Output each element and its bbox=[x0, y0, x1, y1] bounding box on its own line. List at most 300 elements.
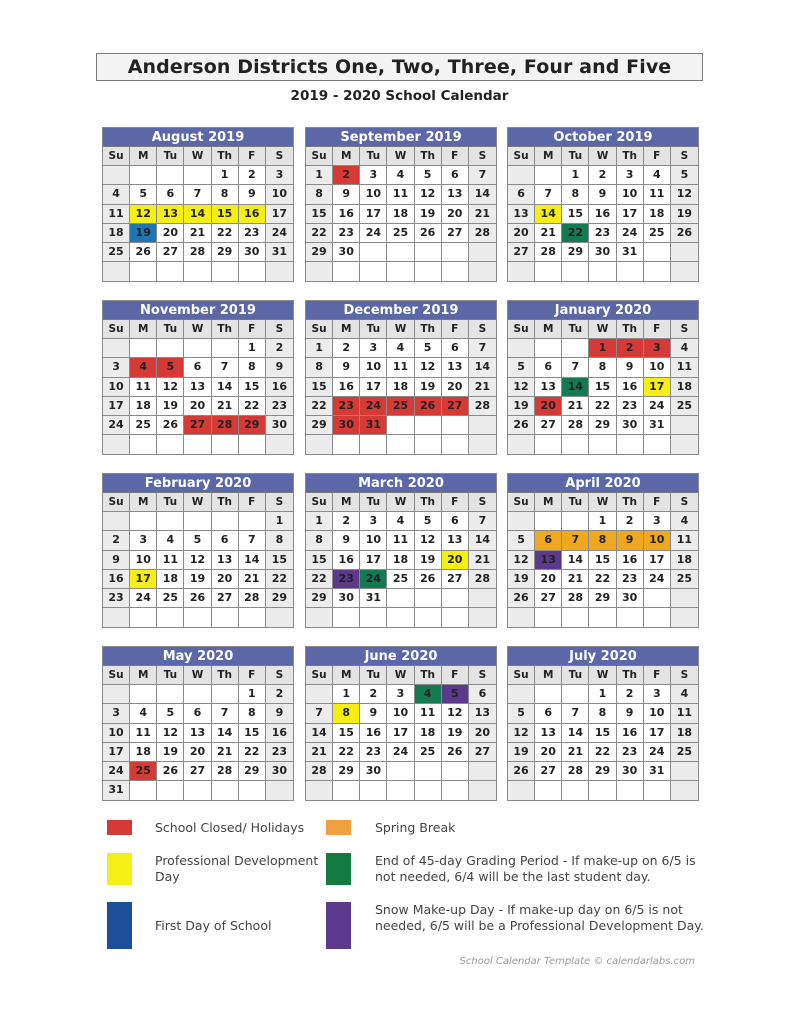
day-cell: 6 bbox=[535, 704, 562, 723]
day-cell: 29 bbox=[589, 762, 616, 781]
day-cell: 25 bbox=[130, 416, 157, 435]
day-cell: 14 bbox=[239, 551, 266, 570]
day-cell: 21 bbox=[212, 743, 239, 762]
weekday-header: S bbox=[469, 666, 496, 685]
empty-cell bbox=[617, 608, 644, 627]
day-cell: 13 bbox=[469, 704, 496, 723]
day-cell: 16 bbox=[617, 724, 644, 743]
empty-cell bbox=[184, 339, 211, 358]
day-cell: 5 bbox=[508, 358, 535, 377]
empty-cell bbox=[469, 589, 496, 608]
day-cell: 17 bbox=[644, 724, 671, 743]
empty-cell bbox=[266, 781, 293, 800]
day-cell: 18 bbox=[415, 724, 442, 743]
empty-cell bbox=[387, 243, 414, 262]
empty-cell bbox=[157, 166, 184, 185]
empty-cell bbox=[442, 589, 469, 608]
day-cell: 25 bbox=[644, 224, 671, 243]
day-cell: 18 bbox=[130, 397, 157, 416]
weekday-header: Su bbox=[103, 320, 130, 339]
day-cell: 12 bbox=[157, 378, 184, 397]
day-cell: 8 bbox=[266, 531, 293, 550]
empty-cell bbox=[535, 685, 562, 704]
day-cell: 25 bbox=[671, 570, 698, 589]
footer-credit: School Calendar Template © calendarlabs.com bbox=[459, 956, 695, 967]
day-cell: 26 bbox=[130, 243, 157, 262]
day-cell: 4 bbox=[671, 512, 698, 531]
empty-cell bbox=[442, 262, 469, 281]
day-cell-spring: 10 bbox=[644, 531, 671, 550]
empty-cell bbox=[442, 416, 469, 435]
legend-swatch-pd bbox=[107, 853, 132, 885]
day-cell-pd: 15 bbox=[212, 205, 239, 224]
day-cell: 10 bbox=[360, 185, 387, 204]
month-grid bbox=[508, 666, 698, 800]
day-cell: 24 bbox=[617, 224, 644, 243]
legend-label-closed: School Closed/ Holidays bbox=[155, 820, 305, 835]
day-cell: 26 bbox=[442, 743, 469, 762]
empty-cell bbox=[535, 512, 562, 531]
weekday-header: W bbox=[387, 147, 414, 166]
day-cell: 4 bbox=[671, 685, 698, 704]
day-cell: 2 bbox=[239, 166, 266, 185]
day-cell: 12 bbox=[508, 724, 535, 743]
day-cell: 12 bbox=[184, 551, 211, 570]
day-cell: 8 bbox=[562, 185, 589, 204]
day-cell: 27 bbox=[535, 589, 562, 608]
weekday-header: Th bbox=[617, 147, 644, 166]
empty-cell bbox=[589, 608, 616, 627]
day-cell: 16 bbox=[589, 205, 616, 224]
day-cell: 20 bbox=[469, 724, 496, 743]
empty-cell bbox=[589, 262, 616, 281]
day-cell: 6 bbox=[508, 185, 535, 204]
day-cell: 12 bbox=[442, 704, 469, 723]
empty-cell bbox=[103, 262, 130, 281]
day-cell: 15 bbox=[589, 378, 616, 397]
month-title: February 2020 bbox=[103, 474, 293, 493]
day-cell: 8 bbox=[239, 358, 266, 377]
day-cell: 29 bbox=[239, 762, 266, 781]
day-cell: 26 bbox=[184, 589, 211, 608]
day-cell: 3 bbox=[360, 512, 387, 531]
day-cell: 6 bbox=[469, 685, 496, 704]
empty-cell bbox=[212, 262, 239, 281]
empty-cell bbox=[130, 781, 157, 800]
day-cell: 6 bbox=[184, 358, 211, 377]
page-title: Anderson Districts One, Two, Three, Four and Five bbox=[96, 53, 703, 81]
day-cell: 22 bbox=[589, 570, 616, 589]
weekday-header: Tu bbox=[157, 320, 184, 339]
day-cell: 30 bbox=[617, 589, 644, 608]
day-cell-closed: 27 bbox=[442, 397, 469, 416]
empty-cell bbox=[387, 781, 414, 800]
day-cell: 1 bbox=[212, 166, 239, 185]
day-cell: 13 bbox=[442, 358, 469, 377]
empty-cell bbox=[212, 512, 239, 531]
day-cell-snow: 5 bbox=[442, 685, 469, 704]
weekday-header: Th bbox=[212, 666, 239, 685]
empty-cell bbox=[387, 608, 414, 627]
empty-cell bbox=[617, 435, 644, 454]
empty-cell bbox=[644, 608, 671, 627]
day-cell: 9 bbox=[333, 358, 360, 377]
day-cell: 19 bbox=[184, 570, 211, 589]
weekday-header: F bbox=[239, 320, 266, 339]
day-cell: 27 bbox=[535, 762, 562, 781]
day-cell: 17 bbox=[360, 551, 387, 570]
day-cell: 16 bbox=[266, 724, 293, 743]
day-cell: 15 bbox=[333, 724, 360, 743]
day-cell: 11 bbox=[130, 724, 157, 743]
empty-cell bbox=[306, 685, 333, 704]
day-cell: 17 bbox=[387, 724, 414, 743]
month-grid bbox=[306, 493, 496, 627]
day-cell: 29 bbox=[306, 589, 333, 608]
day-cell: 26 bbox=[508, 589, 535, 608]
day-cell: 30 bbox=[617, 762, 644, 781]
day-cell: 5 bbox=[130, 185, 157, 204]
day-cell-closed: 30 bbox=[333, 416, 360, 435]
day-cell: 11 bbox=[671, 358, 698, 377]
day-cell: 8 bbox=[239, 704, 266, 723]
day-cell: 5 bbox=[415, 166, 442, 185]
day-cell: 16 bbox=[617, 551, 644, 570]
day-cell: 4 bbox=[644, 166, 671, 185]
day-cell: 24 bbox=[103, 416, 130, 435]
day-cell: 7 bbox=[469, 339, 496, 358]
empty-cell bbox=[415, 608, 442, 627]
weekday-header: Su bbox=[508, 666, 535, 685]
day-cell-pd: 8 bbox=[333, 704, 360, 723]
day-cell: 20 bbox=[212, 570, 239, 589]
day-cell: 30 bbox=[266, 416, 293, 435]
day-cell: 14 bbox=[469, 358, 496, 377]
day-cell: 10 bbox=[130, 551, 157, 570]
day-cell: 15 bbox=[239, 378, 266, 397]
weekday-header: Tu bbox=[157, 493, 184, 512]
day-cell: 3 bbox=[617, 166, 644, 185]
empty-cell bbox=[535, 166, 562, 185]
day-cell: 24 bbox=[644, 397, 671, 416]
day-cell: 3 bbox=[387, 685, 414, 704]
weekday-header: F bbox=[442, 493, 469, 512]
empty-cell bbox=[562, 339, 589, 358]
empty-cell bbox=[415, 435, 442, 454]
day-cell: 16 bbox=[333, 205, 360, 224]
day-cell: 19 bbox=[508, 570, 535, 589]
day-cell: 16 bbox=[266, 378, 293, 397]
weekday-header: Su bbox=[508, 147, 535, 166]
day-cell: 10 bbox=[103, 378, 130, 397]
weekday-header: F bbox=[239, 147, 266, 166]
day-cell: 31 bbox=[266, 243, 293, 262]
day-cell: 7 bbox=[212, 358, 239, 377]
day-cell-grading: 14 bbox=[562, 378, 589, 397]
day-cell-pd: 14 bbox=[535, 205, 562, 224]
day-cell: 9 bbox=[360, 704, 387, 723]
day-cell: 30 bbox=[266, 762, 293, 781]
day-cell: 3 bbox=[130, 531, 157, 550]
empty-cell bbox=[469, 243, 496, 262]
empty-cell bbox=[508, 166, 535, 185]
day-cell: 8 bbox=[589, 704, 616, 723]
day-cell: 28 bbox=[469, 397, 496, 416]
day-cell: 2 bbox=[266, 339, 293, 358]
day-cell: 22 bbox=[239, 743, 266, 762]
legend-swatch-grading bbox=[326, 853, 351, 885]
day-cell: 15 bbox=[306, 378, 333, 397]
weekday-header: W bbox=[589, 493, 616, 512]
day-cell: 20 bbox=[535, 570, 562, 589]
empty-cell bbox=[360, 262, 387, 281]
weekday-header: Tu bbox=[360, 320, 387, 339]
day-cell: 25 bbox=[157, 589, 184, 608]
day-cell: 15 bbox=[306, 205, 333, 224]
day-cell: 31 bbox=[644, 416, 671, 435]
weekday-header: S bbox=[266, 666, 293, 685]
day-cell: 18 bbox=[130, 743, 157, 762]
empty-cell bbox=[415, 416, 442, 435]
day-cell: 26 bbox=[415, 224, 442, 243]
empty-cell bbox=[360, 781, 387, 800]
day-cell: 25 bbox=[387, 570, 414, 589]
day-cell: 17 bbox=[617, 205, 644, 224]
day-cell: 9 bbox=[266, 704, 293, 723]
day-cell: 28 bbox=[239, 589, 266, 608]
legend-label-grading: End of 45-day Grading Period - If make-up on 6/5 is not needed, 6/4 will be the last student day. bbox=[375, 853, 696, 884]
day-cell: 28 bbox=[212, 762, 239, 781]
weekday-header: Th bbox=[415, 493, 442, 512]
empty-cell bbox=[130, 166, 157, 185]
day-cell: 17 bbox=[360, 378, 387, 397]
day-cell: 28 bbox=[535, 243, 562, 262]
day-cell: 11 bbox=[130, 378, 157, 397]
empty-cell bbox=[103, 339, 130, 358]
empty-cell bbox=[130, 608, 157, 627]
empty-cell bbox=[671, 608, 698, 627]
page-subtitle: 2019 - 2020 School Calendar bbox=[290, 88, 509, 104]
day-cell: 7 bbox=[239, 531, 266, 550]
day-cell-closed: 26 bbox=[415, 397, 442, 416]
empty-cell bbox=[415, 762, 442, 781]
month-title: April 2020 bbox=[508, 474, 698, 493]
day-cell: 22 bbox=[589, 397, 616, 416]
empty-cell bbox=[306, 781, 333, 800]
day-cell: 19 bbox=[415, 378, 442, 397]
day-cell: 8 bbox=[306, 531, 333, 550]
day-cell: 7 bbox=[562, 358, 589, 377]
day-cell-spring: 9 bbox=[617, 531, 644, 550]
day-cell: 18 bbox=[671, 378, 698, 397]
weekday-header: M bbox=[333, 320, 360, 339]
weekday-header: F bbox=[239, 666, 266, 685]
day-cell: 9 bbox=[333, 185, 360, 204]
day-cell: 6 bbox=[212, 531, 239, 550]
day-cell: 17 bbox=[266, 205, 293, 224]
day-cell-snow: 13 bbox=[535, 551, 562, 570]
day-cell: 16 bbox=[333, 551, 360, 570]
weekday-header: F bbox=[442, 147, 469, 166]
weekday-header: Su bbox=[103, 493, 130, 512]
empty-cell bbox=[469, 762, 496, 781]
empty-cell bbox=[157, 781, 184, 800]
day-cell: 25 bbox=[671, 397, 698, 416]
empty-cell bbox=[644, 781, 671, 800]
month-grid bbox=[306, 147, 496, 281]
empty-cell bbox=[387, 262, 414, 281]
weekday-header: S bbox=[671, 147, 698, 166]
weekday-header: F bbox=[239, 493, 266, 512]
day-cell: 1 bbox=[306, 512, 333, 531]
day-cell: 4 bbox=[387, 166, 414, 185]
day-cell: 12 bbox=[508, 551, 535, 570]
day-cell: 12 bbox=[415, 185, 442, 204]
day-cell: 24 bbox=[387, 743, 414, 762]
day-cell: 16 bbox=[617, 378, 644, 397]
day-cell: 29 bbox=[266, 589, 293, 608]
month-grid bbox=[306, 320, 496, 454]
day-cell: 23 bbox=[266, 397, 293, 416]
day-cell: 19 bbox=[508, 743, 535, 762]
day-cell: 15 bbox=[562, 205, 589, 224]
day-cell-closed: 24 bbox=[360, 397, 387, 416]
day-cell: 23 bbox=[617, 570, 644, 589]
day-cell: 2 bbox=[589, 166, 616, 185]
day-cell: 20 bbox=[508, 224, 535, 243]
day-cell: 26 bbox=[671, 224, 698, 243]
day-cell: 27 bbox=[469, 743, 496, 762]
day-cell: 5 bbox=[415, 512, 442, 531]
day-cell: 7 bbox=[535, 185, 562, 204]
day-cell: 8 bbox=[306, 358, 333, 377]
day-cell: 27 bbox=[442, 570, 469, 589]
day-cell: 8 bbox=[589, 358, 616, 377]
empty-cell bbox=[469, 435, 496, 454]
empty-cell bbox=[508, 262, 535, 281]
day-cell: 3 bbox=[266, 166, 293, 185]
day-cell: 2 bbox=[617, 685, 644, 704]
day-cell: 29 bbox=[333, 762, 360, 781]
day-cell: 10 bbox=[617, 185, 644, 204]
weekday-header: M bbox=[333, 493, 360, 512]
weekday-header: Su bbox=[306, 666, 333, 685]
day-cell: 28 bbox=[184, 243, 211, 262]
month-title: August 2019 bbox=[103, 128, 293, 147]
weekday-header: M bbox=[130, 147, 157, 166]
weekday-header: M bbox=[130, 666, 157, 685]
day-cell: 31 bbox=[617, 243, 644, 262]
day-cell: 28 bbox=[306, 762, 333, 781]
day-cell: 6 bbox=[442, 339, 469, 358]
day-cell: 15 bbox=[239, 724, 266, 743]
empty-cell bbox=[212, 339, 239, 358]
month-grid bbox=[306, 666, 496, 800]
month-title: May 2020 bbox=[103, 647, 293, 666]
empty-cell bbox=[184, 781, 211, 800]
day-cell: 28 bbox=[469, 570, 496, 589]
day-cell: 5 bbox=[508, 704, 535, 723]
month-title: January 2020 bbox=[508, 301, 698, 320]
empty-cell bbox=[469, 416, 496, 435]
empty-cell bbox=[130, 512, 157, 531]
empty-cell bbox=[671, 762, 698, 781]
empty-cell bbox=[617, 781, 644, 800]
month-grid bbox=[508, 147, 698, 281]
weekday-header: Th bbox=[415, 666, 442, 685]
empty-cell bbox=[644, 243, 671, 262]
day-cell: 25 bbox=[103, 243, 130, 262]
day-cell: 20 bbox=[184, 397, 211, 416]
empty-cell bbox=[130, 262, 157, 281]
empty-cell bbox=[469, 781, 496, 800]
day-cell: 13 bbox=[535, 724, 562, 743]
day-cell: 9 bbox=[103, 551, 130, 570]
empty-cell bbox=[442, 608, 469, 627]
day-cell: 27 bbox=[157, 243, 184, 262]
day-cell: 22 bbox=[306, 224, 333, 243]
day-cell: 21 bbox=[562, 570, 589, 589]
day-cell: 31 bbox=[644, 762, 671, 781]
weekday-header: W bbox=[589, 666, 616, 685]
day-cell: 14 bbox=[212, 378, 239, 397]
empty-cell bbox=[239, 781, 266, 800]
month-grid bbox=[103, 493, 293, 627]
day-cell-closed: 2 bbox=[333, 166, 360, 185]
day-cell: 10 bbox=[103, 724, 130, 743]
day-cell: 21 bbox=[562, 743, 589, 762]
day-cell: 18 bbox=[671, 724, 698, 743]
day-cell: 21 bbox=[469, 205, 496, 224]
empty-cell bbox=[387, 589, 414, 608]
month-title: July 2020 bbox=[508, 647, 698, 666]
day-cell-pd: 20 bbox=[442, 551, 469, 570]
day-cell: 19 bbox=[157, 397, 184, 416]
weekday-header: F bbox=[442, 666, 469, 685]
empty-cell bbox=[508, 685, 535, 704]
day-cell: 21 bbox=[469, 551, 496, 570]
day-cell: 11 bbox=[387, 358, 414, 377]
day-cell: 26 bbox=[157, 416, 184, 435]
day-cell: 30 bbox=[333, 589, 360, 608]
day-cell: 26 bbox=[508, 762, 535, 781]
day-cell: 20 bbox=[157, 224, 184, 243]
empty-cell bbox=[589, 781, 616, 800]
empty-cell bbox=[184, 435, 211, 454]
day-cell: 27 bbox=[442, 224, 469, 243]
empty-cell bbox=[103, 685, 130, 704]
day-cell: 30 bbox=[589, 243, 616, 262]
empty-cell bbox=[103, 435, 130, 454]
day-cell: 28 bbox=[562, 589, 589, 608]
day-cell: 13 bbox=[442, 185, 469, 204]
month-title: November 2019 bbox=[103, 301, 293, 320]
day-cell: 30 bbox=[360, 762, 387, 781]
empty-cell bbox=[415, 589, 442, 608]
weekday-header: S bbox=[266, 320, 293, 339]
day-cell: 23 bbox=[266, 743, 293, 762]
day-cell: 14 bbox=[562, 724, 589, 743]
day-cell: 16 bbox=[103, 570, 130, 589]
day-cell: 9 bbox=[266, 358, 293, 377]
day-cell: 23 bbox=[103, 589, 130, 608]
day-cell-pd: 12 bbox=[130, 205, 157, 224]
day-cell: 3 bbox=[103, 704, 130, 723]
day-cell: 31 bbox=[360, 589, 387, 608]
day-cell: 21 bbox=[562, 397, 589, 416]
day-cell-closed: 31 bbox=[360, 416, 387, 435]
legend-swatch-closed bbox=[107, 820, 132, 835]
